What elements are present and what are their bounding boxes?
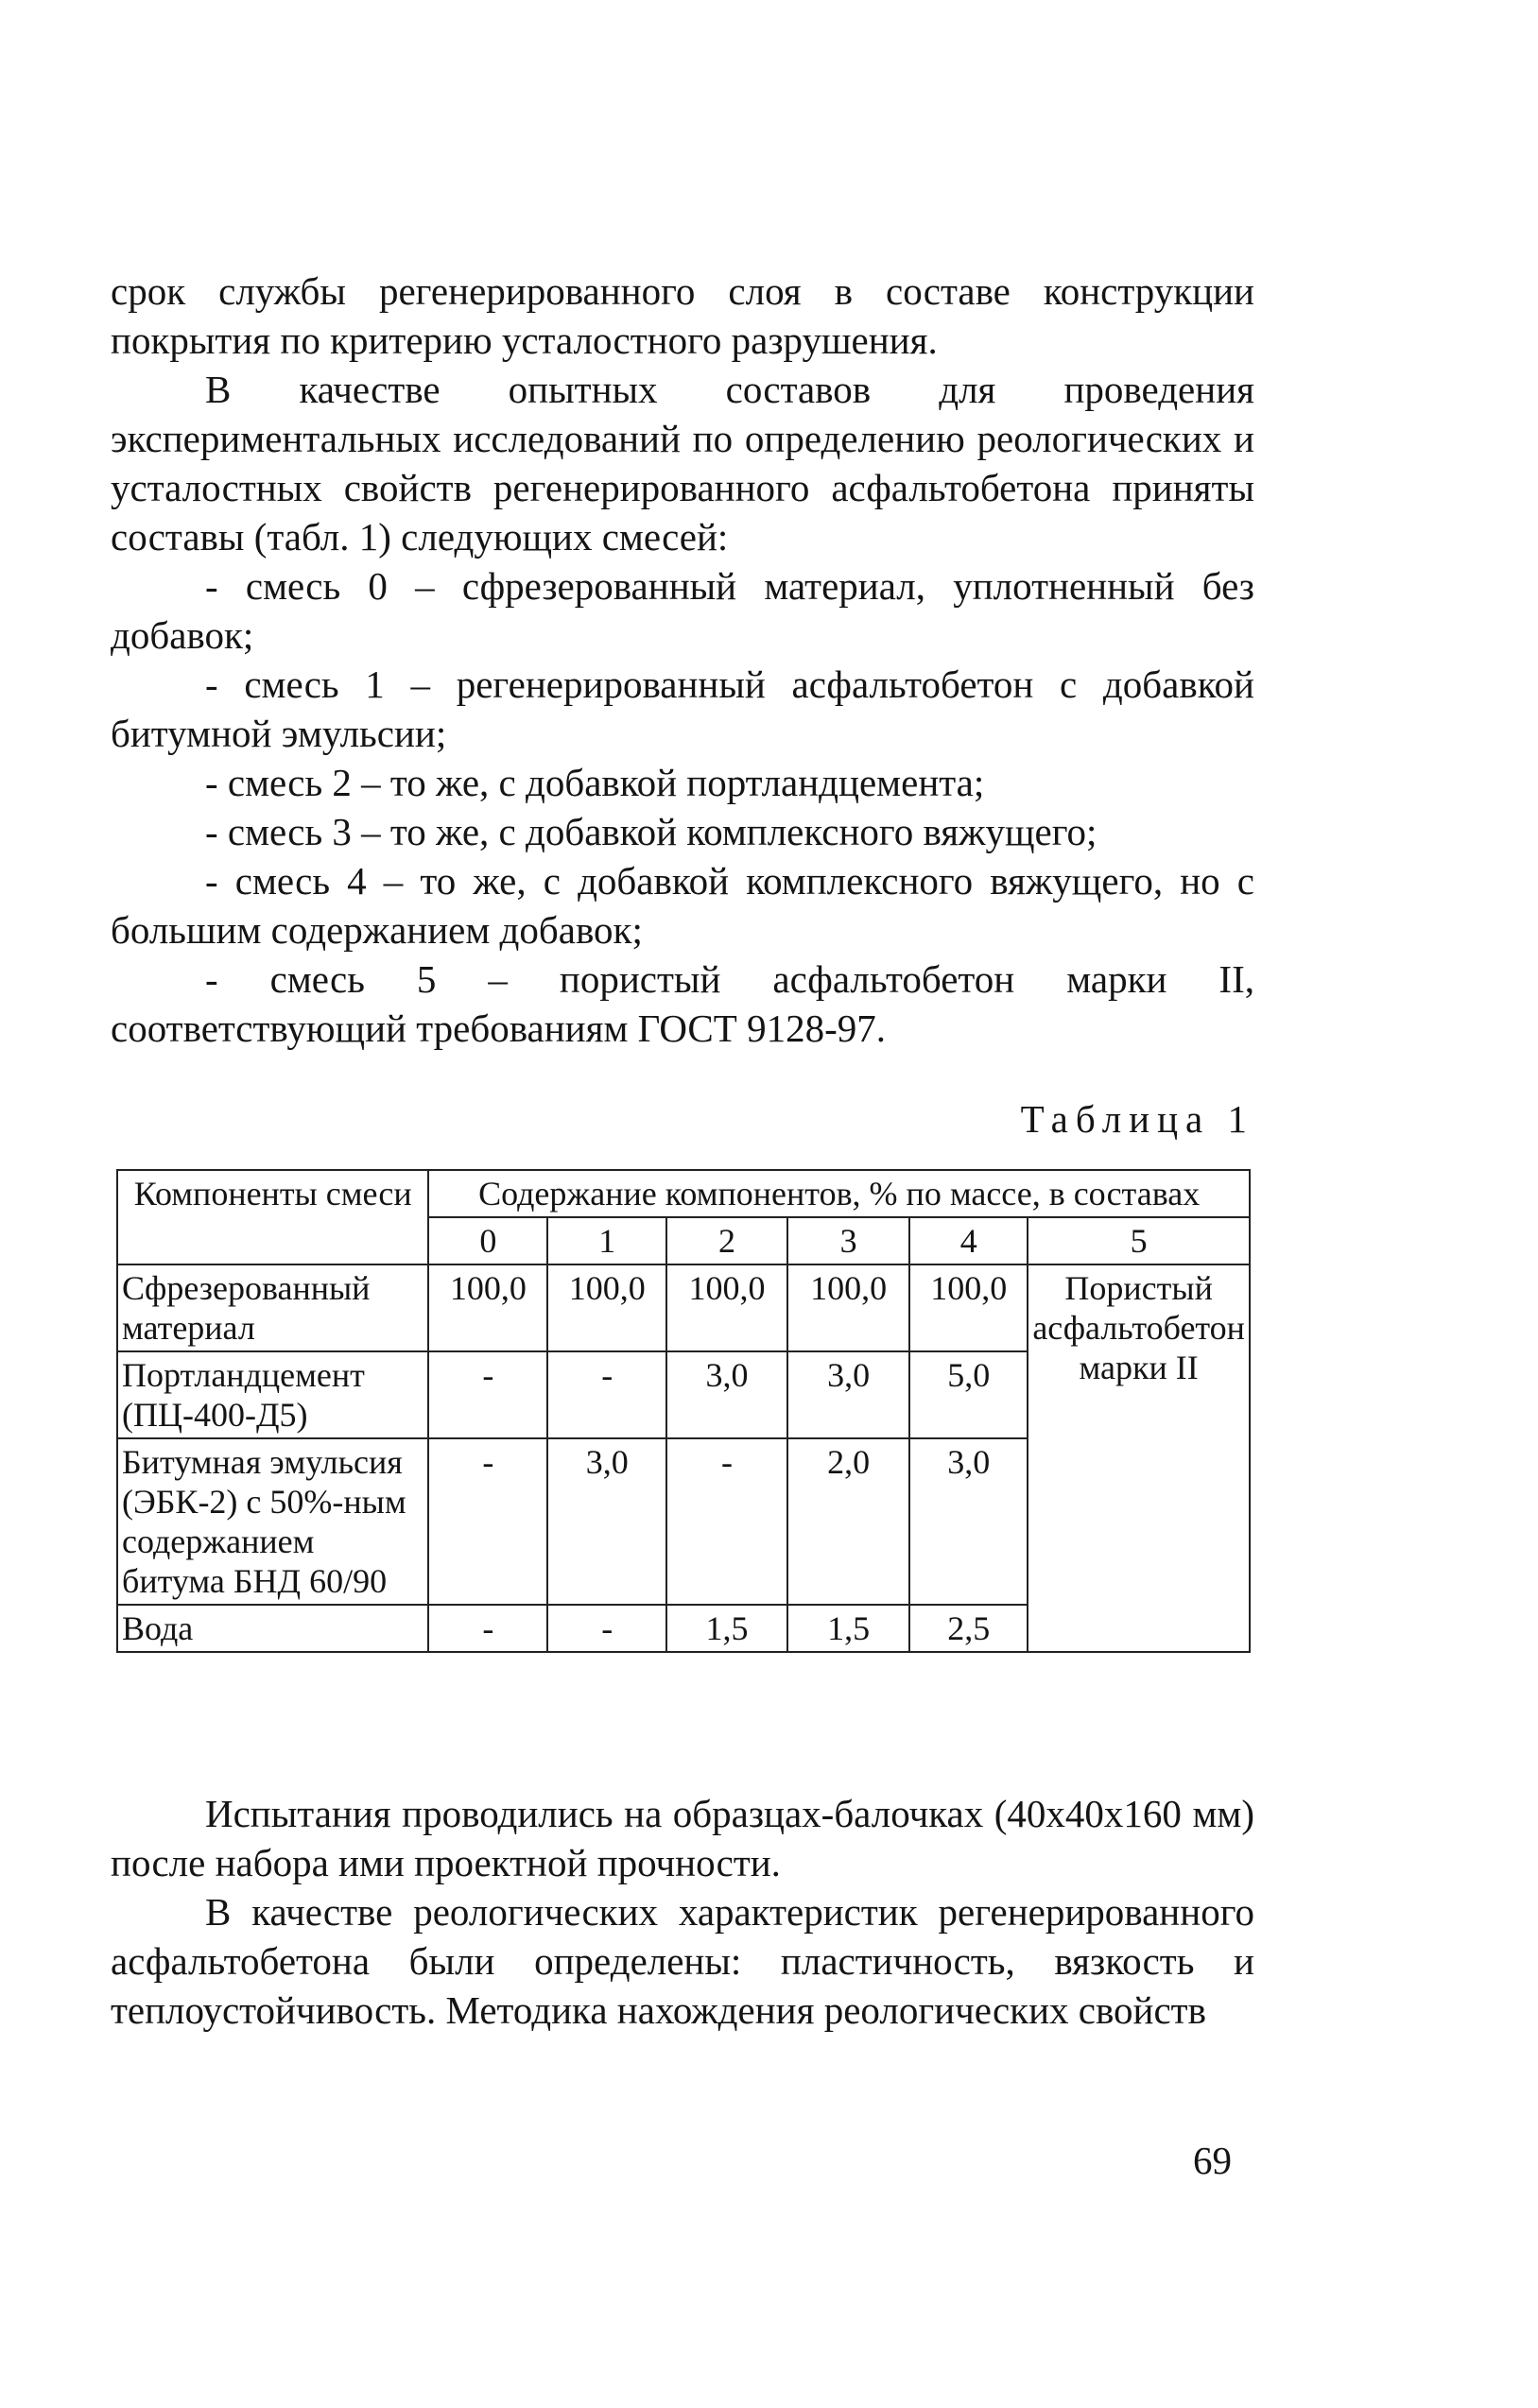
table-cell: - [547, 1605, 666, 1652]
mix5-note: Пористый асфальтобетон марки II [1028, 1264, 1250, 1652]
page-number: 69 [1193, 2139, 1232, 2182]
table-cell: 3,0 [666, 1351, 787, 1438]
header-content: Содержание компонентов, % по массе, в составах [428, 1170, 1250, 1217]
list-item-mix-2: - смесь 2 – то же, с добавкой портландцемента; [205, 761, 985, 804]
mix-number: 3 [787, 1217, 909, 1264]
body-text-bottom [111, 1789, 1254, 2035]
list-item-mix-0: - смесь 0 – сфрезерованный материал, уплотненный без добавок; [111, 564, 1254, 657]
component-name: Сфрезерованный материал [117, 1264, 428, 1351]
paragraph: срок службы регенерированного слоя в составе конструкции покрытия по критерию усталостного разрушения. [111, 269, 1254, 362]
table-cell: - [428, 1351, 547, 1438]
table-cell: - [428, 1438, 547, 1605]
table-cell: 100,0 [547, 1264, 666, 1351]
table-cell: - [666, 1438, 787, 1605]
components-table [116, 1169, 1251, 1653]
list-item-mix-4: - смесь 4 – то же, с добавкой комплексного вяжущего, но с большим содержанием добавок; [111, 859, 1254, 952]
list-item-mix-5: - смесь 5 – пористый асфальтобетон марки II, соответствующий требованиям ГОСТ 9128-97. [111, 957, 1254, 1050]
mix-number: 0 [428, 1217, 547, 1264]
table-cell: 3,0 [787, 1351, 909, 1438]
table-header-row [117, 1170, 1250, 1217]
body-text-top [111, 267, 1254, 1053]
table-row [117, 1264, 1250, 1351]
mix-number: 1 [547, 1217, 666, 1264]
mix-number: 4 [909, 1217, 1028, 1264]
table-cell: - [428, 1605, 547, 1652]
table-cell: 1,5 [666, 1605, 787, 1652]
list-item-mix-1: - смесь 1 – регенерированный асфальтобетон с добавкой битумной эмульсии; [111, 662, 1254, 755]
paragraph: В качестве реологических характеристик регенерированного асфальтобетона были определены: пластичность, вязкость и теплоустойчивость. Методика нахождения реологических свойств [111, 1890, 1254, 2032]
table-cell: 3,0 [909, 1438, 1028, 1605]
header-components: Компоненты смеси [117, 1170, 428, 1264]
table-cell: - [547, 1351, 666, 1438]
table-cell: 1,5 [787, 1605, 909, 1652]
paragraph: Испытания проводились на образцах-балочках (40х40х160 мм) после набора ими проектной прочности. [111, 1792, 1254, 1884]
table-cell: 3,0 [547, 1438, 666, 1605]
table-cell: 100,0 [666, 1264, 787, 1351]
table-cell: 100,0 [428, 1264, 547, 1351]
component-name: Вода [117, 1605, 428, 1652]
component-name: Битумная эмульсия (ЭБК-2) с 50%-ным содержанием битума БНД 60/90 [117, 1438, 428, 1605]
paragraph: В качестве опытных составов для проведения экспериментальных исследований по определению реологических и усталостных свойств регенерированного асфальтобетона приняты составы (табл. 1) следующих смесей: [111, 368, 1254, 559]
table-cell: 2,5 [909, 1605, 1028, 1652]
table-cell: 100,0 [787, 1264, 909, 1351]
mix-number: 2 [666, 1217, 787, 1264]
list-item-mix-3: - смесь 3 – то же, с добавкой комплексного вяжущего; [205, 810, 1097, 853]
table-cell: 5,0 [909, 1351, 1028, 1438]
component-name: Портландцемент (ПЦ-400-Д5) [117, 1351, 428, 1438]
table-cell: 2,0 [787, 1438, 909, 1605]
table-cell: 100,0 [909, 1264, 1028, 1351]
table-caption: Таблица 1 [1020, 1097, 1254, 1141]
mix-number: 5 [1028, 1217, 1250, 1264]
